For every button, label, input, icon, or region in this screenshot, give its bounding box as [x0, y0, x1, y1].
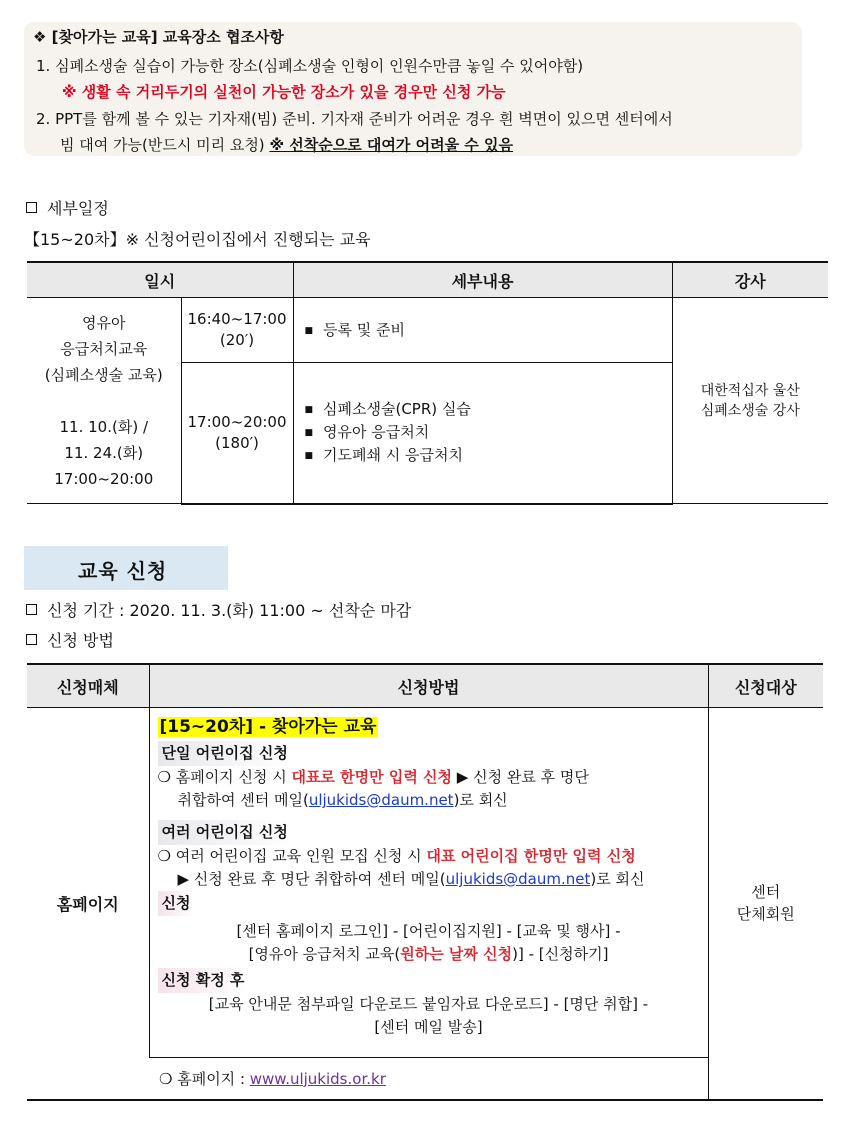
apply-section-title: 교육 신청 [78, 559, 168, 583]
notice-item-2-text: 빔 대여 가능(반드시 미리 요청) [60, 136, 270, 154]
apply-period [26, 598, 411, 621]
apply-medium-cell: 홈페이지 [27, 708, 149, 1100]
checkbox-square-icon [26, 634, 37, 645]
apply-header-method: 신청방법 [149, 664, 708, 708]
apply-section-banner [24, 546, 228, 590]
notice-item-2-line1: 2. PPT를 함께 볼 수 있는 기자재(빔) 준비. 기자재 준비가 어려운 경우 흰 벽면이 있으면 센터에서 [36, 110, 673, 128]
schedule-time-cell [181, 363, 293, 504]
single-apply-title: 단일 어린이집 신청 [158, 741, 292, 766]
multi-apply-title: 여러 어린이집 신청 [158, 820, 292, 845]
time-line: 16:40~17:00 [187, 310, 287, 328]
apply-target-cell [708, 708, 823, 1100]
apply-path-text: [영유아 응급처치 교육( [248, 945, 401, 963]
apply-method-heading [26, 628, 114, 651]
course-line: 응급처치교육 [60, 339, 148, 358]
date-line: 11. 10.(화) / [59, 417, 148, 436]
schedule-content-cell [293, 363, 672, 504]
single-apply-text: 취합하여 센터 메일( [177, 791, 309, 809]
apply-header-target: 신청대상 [708, 664, 823, 708]
content-item: ■ 기도폐쇄 시 응급처치 [305, 444, 671, 467]
schedule-time-cell [181, 298, 293, 363]
apply-period-text: 신청 기간 : 2020. 11. 3.(화) 11:00 ~ 선착순 마감 [47, 601, 412, 620]
checkbox-square-icon [26, 604, 37, 615]
notice-item-2-warning: ※ 선착순으로 대여가 어려울 수 있음 [269, 136, 513, 154]
confirm-line2: [센터 메일 발송] [374, 1018, 483, 1036]
date-line: 11. 24.(화) [64, 443, 144, 462]
date-line: 17:00~20:00 [54, 469, 154, 488]
confirm-line1: [교육 안내문 첨부파일 다운로드 붙임자료 다운로드] - [명단 취합] - [208, 995, 649, 1013]
multi-apply-text: )로 회신 [590, 870, 645, 888]
homepage-cell [149, 1058, 708, 1100]
multi-apply-line1 [158, 845, 700, 868]
single-apply-text: ❍ 홈페이지 신청 시 [157, 768, 292, 786]
apply-table [27, 663, 823, 1101]
content-item: ■ 심폐소생술(CPR) 실습 [305, 398, 671, 421]
target-line: 센터 [751, 883, 781, 902]
schedule-table [27, 261, 828, 505]
apply-method-heading-text: 신청 방법 [47, 631, 114, 650]
apply-method-cell [149, 708, 708, 1058]
schedule-heading [26, 196, 109, 219]
apply-path-line1: [센터 홈페이지 로그인] - [어린이집지원] - [교육 및 행사] - [236, 922, 621, 940]
email-link[interactable]: uljukids@daum.net [308, 791, 454, 809]
apply-steps-title: 신청 [158, 891, 195, 916]
course-line: 영유아 [82, 313, 126, 332]
instructor-line: 대한적십자 울산 [700, 382, 800, 399]
single-apply-line1 [158, 766, 700, 789]
schedule-instructor-cell [672, 298, 828, 504]
multi-apply-highlight: 대표 어린이집 한명만 입력 신청 [426, 847, 636, 865]
homepage-link[interactable]: www.uljukids.or.kr [249, 1069, 386, 1088]
apply-path-text: )] - [신청하기] [512, 945, 609, 963]
single-apply-text: ▶ 신청 완료 후 명단 [452, 768, 589, 786]
confirm-title: 신청 확정 후 [158, 968, 249, 993]
course-line: (심폐소생술 교육) [44, 365, 163, 384]
apply-path-highlight: 원하는 날짜 신청 [400, 945, 513, 963]
schedule-course-cell [27, 298, 181, 504]
schedule-content-cell [293, 298, 672, 363]
schedule-header-content: 세부내용 [293, 262, 672, 298]
notice-box [24, 22, 802, 156]
schedule-header-instructor: 강사 [672, 262, 828, 298]
checkbox-square-icon [26, 202, 37, 213]
schedule-header-date: 일시 [27, 262, 293, 298]
notice-item-1: 1. 심폐소생술 실습이 가능한 장소(심폐소생술 인형이 인원수만큼 놓일 수 있어야함) [36, 57, 584, 75]
schedule-subheading: 【15~20차】※ 신청어린이집에서 진행되는 교육 [24, 230, 371, 249]
time-line: (20′) [219, 331, 255, 349]
time-line: (180′) [215, 433, 259, 452]
multi-apply-text: ▶ 신청 완료 후 명단 취합하여 센터 메일( [177, 870, 446, 888]
apply-header-medium: 신청매체 [27, 664, 149, 708]
single-apply-line2 [158, 789, 700, 812]
apply-path-line2 [158, 943, 700, 966]
single-apply-text: )로 회신 [453, 791, 508, 809]
notice-title: ❖ [찾아가는 교육] 교육장소 협조사항 [33, 28, 284, 46]
multi-apply-line2 [158, 868, 700, 891]
content-item: ■ 영유아 응급처치 [305, 421, 671, 444]
notice-item-1-note: ※ 생활 속 거리두기의 실천이 가능한 장소가 있을 경우만 신청 가능 [62, 83, 506, 101]
email-link[interactable]: uljukids@daum.net [445, 870, 591, 888]
schedule-heading-text: 세부일정 [47, 199, 109, 218]
homepage-label: ❍ 홈페이지 : [159, 1069, 250, 1088]
target-line: 단체회원 [736, 905, 795, 924]
apply-banner: [15~20차] - 찾아가는 교육 [159, 717, 377, 737]
notice-item-2-line2 [60, 134, 513, 155]
time-line: 17:00~20:00 [187, 412, 287, 431]
multi-apply-text: ❍ 여러 어린이집 교육 인원 모집 신청 시 [157, 847, 427, 865]
content-item: ■ 등록 및 준비 [305, 319, 671, 342]
instructor-line: 심폐소생술 강사 [700, 402, 800, 419]
single-apply-highlight: 대표로 한명만 입력 신청 [291, 768, 453, 786]
